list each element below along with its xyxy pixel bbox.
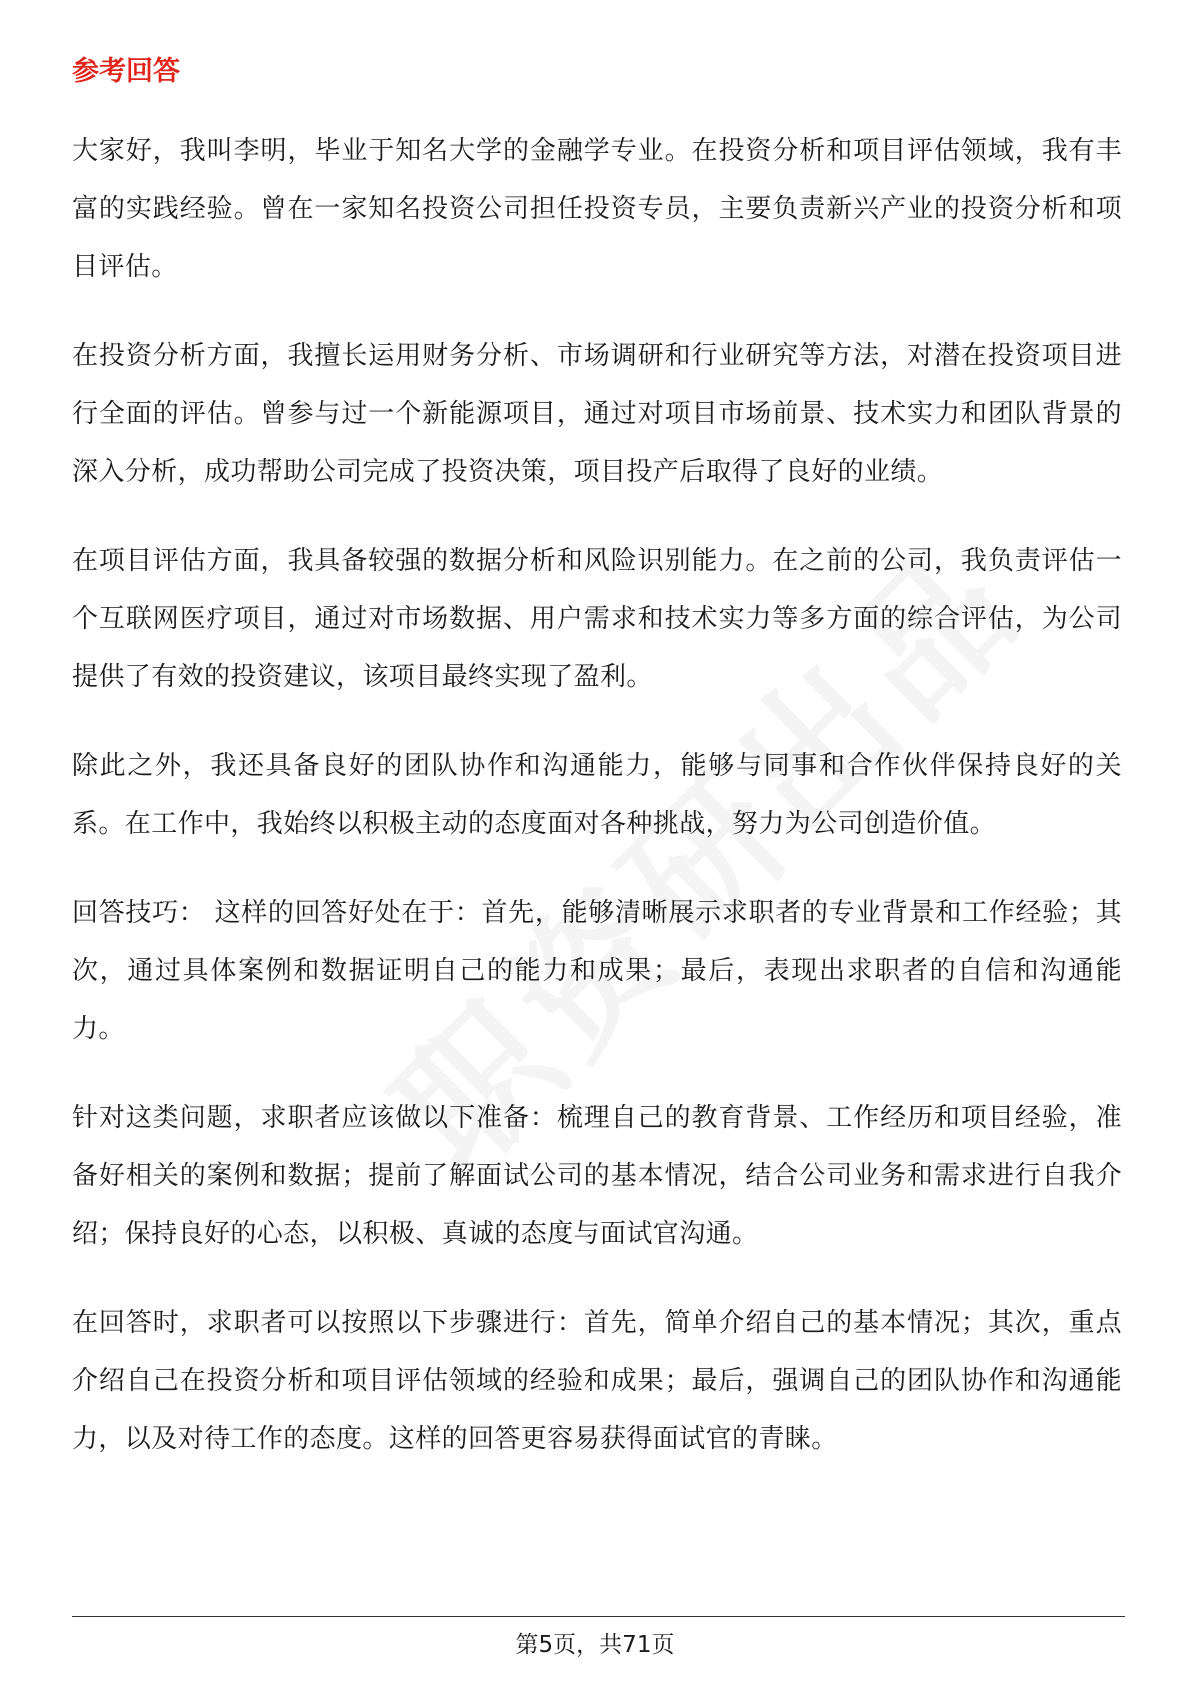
page-number: 第5页，共71页 bbox=[515, 1632, 675, 1658]
footer-divider bbox=[72, 1616, 1125, 1617]
section-title: 参考回答 bbox=[72, 56, 180, 87]
paragraph-investment-analysis: 在投资分析方面，我擅长运用财务分析、市场调研和行业研究等方法，对潜在投资项目进行全面的评估。曾参与过一个新能源项目，通过对项目市场前景、技术实力和团队背景的深入分析，成功帮助公司完成了投资决策，项目投产后取得了良好的业绩。 bbox=[72, 341, 1122, 487]
paragraph-preparation: 针对这类问题，求职者应该做以下准备：梳理自己的教育背景、工作经历和项目经验，准备好相关的案例和数据；提前了解面试公司的基本情况，结合公司业务和需求进行自我介绍；保持良好的心态，以积极、真诚的态度与面试官沟通。 bbox=[72, 1103, 1122, 1249]
paragraph-project-evaluation: 在项目评估方面，我具备较强的数据分析和风险识别能力。在之前的公司，我负责评估一个互联网医疗项目，通过对市场数据、用户需求和技术实力等多方面的综合评估，为公司提供了有效的投资建议，该项目最终实现了盈利。 bbox=[72, 546, 1122, 692]
paragraph-answer-tips: 回答技巧： 这样的回答好处在于：首先，能够清晰展示求职者的专业背景和工作经验；其次，通过具体案例和数据证明自己的能力和成果；最后，表现出求职者的自信和沟通能力。 bbox=[72, 898, 1122, 1044]
answer-body bbox=[72, 122, 1122, 1499]
paragraph-answer-steps: 在回答时，求职者可以按照以下步骤进行：首先，简单介绍自己的基本情况；其次，重点介绍自己在投资分析和项目评估领域的经验和成果；最后，强调自己的团队协作和沟通能力，以及对待工作的态度。这样的回答更容易获得面试官的青睐。 bbox=[72, 1308, 1122, 1454]
paragraph-teamwork: 除此之外，我还具备良好的团队协作和沟通能力，能够与同事和合作伙伴保持良好的关系。在工作中，我始终以积极主动的态度面对各种挑战，努力为公司创造价值。 bbox=[72, 751, 1122, 839]
paragraph-intro: 大家好，我叫李明，毕业于知名大学的金融学专业。在投资分析和项目评估领域，我有丰富的实践经验。曾在一家知名投资公司担任投资专员，主要负责新兴产业的投资分析和项目评估。 bbox=[72, 136, 1122, 282]
